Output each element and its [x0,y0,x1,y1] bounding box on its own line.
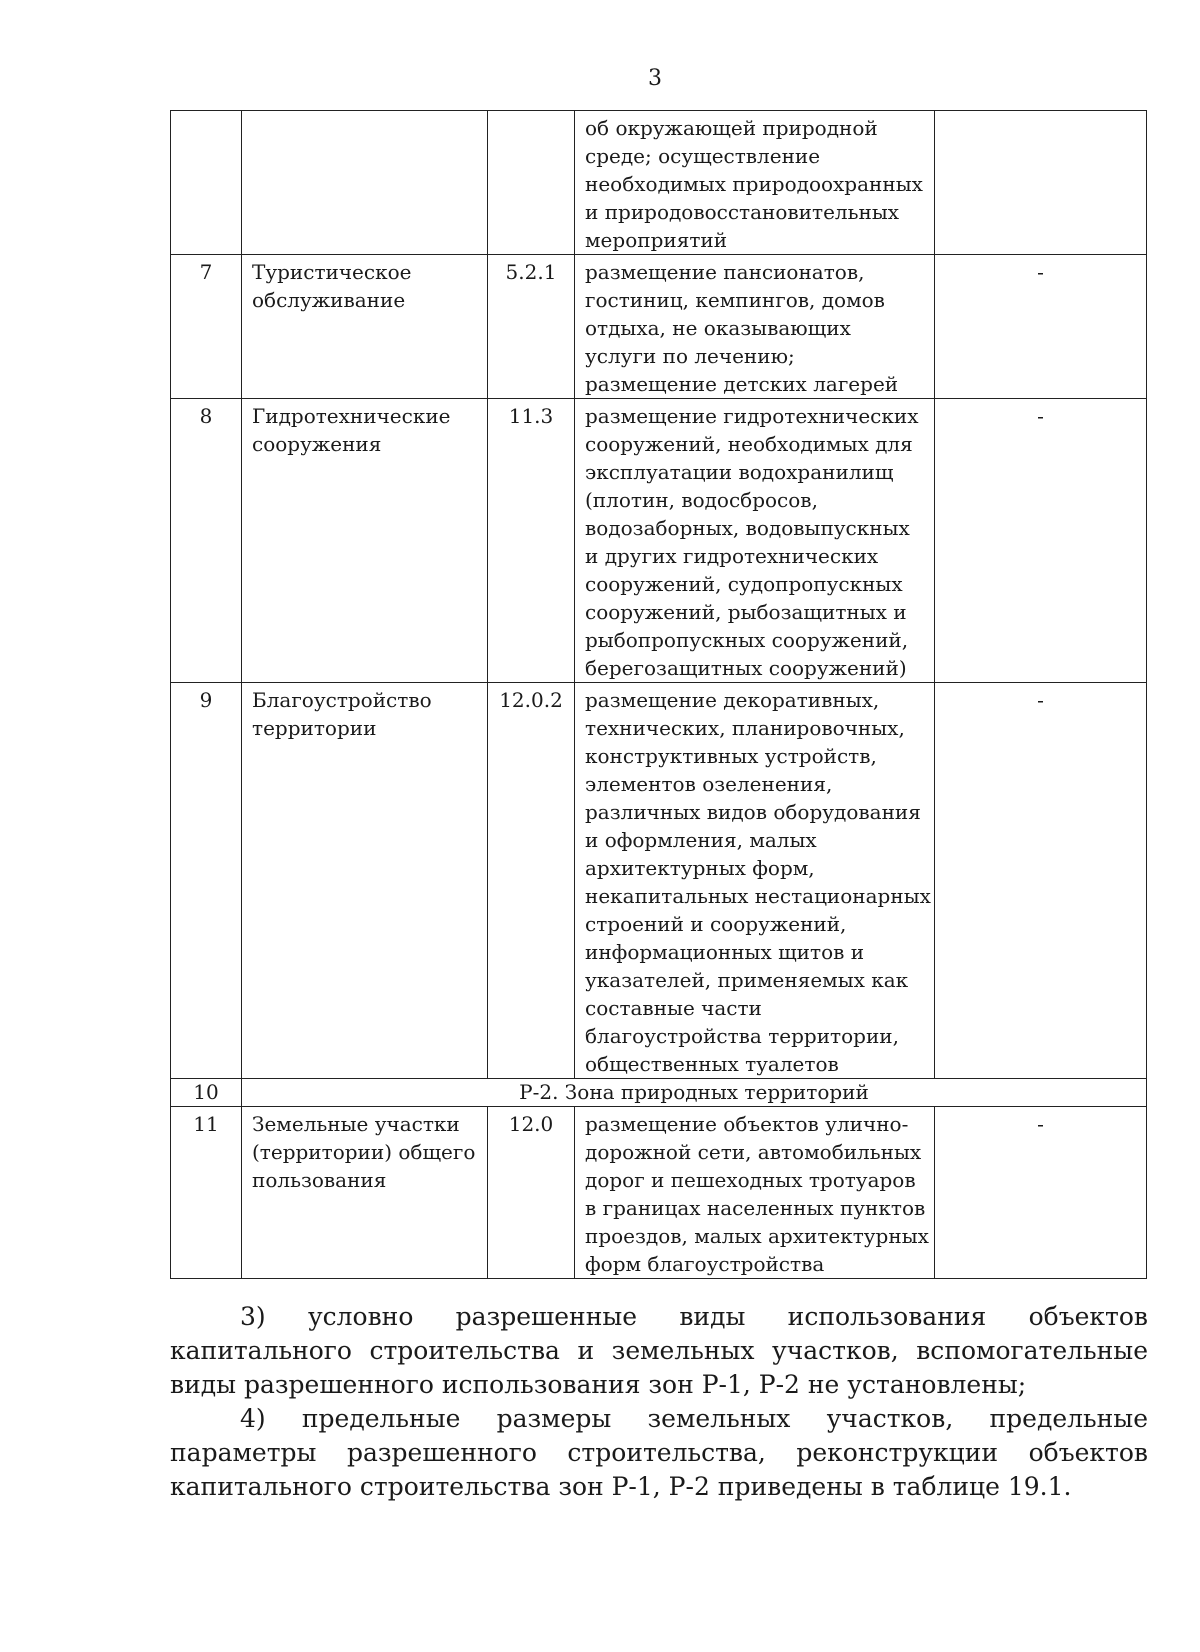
use-code: 5.2.1 [488,255,575,399]
page-number: 3 [648,66,662,91]
description-line: берегозащитных сооружений) [585,656,907,680]
use-name: Благоустройство территории [242,683,488,1079]
row-number: 10 [171,1079,242,1107]
description-line: благоустройства территории, [585,1024,899,1048]
use-code [488,111,575,255]
description-line: водозаборных, водовыпускных [585,516,910,540]
use-code: 12.0 [488,1107,575,1279]
use-code: 11.3 [488,399,575,683]
description-line: элементов озеленения, [585,772,833,796]
use-code: 12.0.2 [488,683,575,1079]
description-line: технических, планировочных, [585,716,905,740]
description-line: размещение объектов улично- [585,1112,909,1136]
description-line: и других гидротехнических [585,544,879,568]
row-number: 11 [171,1107,242,1279]
description-line: проездов, малых архитектурных [585,1224,929,1248]
row-number: 8 [171,399,242,683]
use-name: Гидротехнические сооружения [242,399,488,683]
use-description [575,683,935,1079]
use-description [575,111,935,255]
description-line: сооружений, судопропускных [585,572,903,596]
description-line: размещение пансионатов, [585,260,865,284]
description-line: об окружающей природной [585,116,878,140]
table-row [171,255,1147,399]
description-line: эксплуатации водохранилищ [585,460,894,484]
description-line: размещение гидротехнических [585,404,919,428]
description-line: рыбопропускных сооружений, [585,628,909,652]
description-line: гостиниц, кемпингов, домов [585,288,885,312]
description-line: некапитальных нестационарных [585,884,931,908]
description-line: мероприятий [585,228,728,252]
use-name [242,111,488,255]
use-name: Земельные участки (территории) общего пользования [242,1107,488,1279]
row-number: 9 [171,683,242,1079]
description-line: конструктивных устройств, [585,744,877,768]
description-line: дорожной сети, автомобильных [585,1140,922,1164]
description-line: указателей, применяемых как [585,968,909,992]
description-line: отдыха, не оказывающих [585,316,851,340]
description-line: размещение детских лагерей [585,372,899,396]
description-line: сооружений, необходимых для [585,432,913,456]
description-line: в границах населенных пунктов [585,1196,926,1220]
land-use-table [170,110,1147,1279]
table-row [171,1107,1147,1279]
description-line: и природовосстановительных [585,200,900,224]
description-line: и оформления, малых [585,828,817,852]
table-row [171,683,1147,1079]
paragraph: 4) предельные размеры земельных участков, предельные параметры разрешенного строительства, реконструкции объектов капитального строительства зон Р-1, Р-2 приведены в таблице 19.1. [170,1404,1148,1501]
use-description [575,1107,935,1279]
description-line: составные части [585,996,762,1020]
use-description [575,255,935,399]
use-limits: - [935,683,1147,1079]
use-description [575,399,935,683]
zone-row [171,1079,1147,1107]
use-limits: - [935,399,1147,683]
description-line: необходимых природоохранных [585,172,923,196]
table-row [171,111,1147,255]
table-row [171,399,1147,683]
description-line: форм благоустройства [585,1252,825,1276]
description-line: строений и сооружений, [585,912,847,936]
description-line: информационных щитов и [585,940,865,964]
use-name: Туристическое обслуживание [242,255,488,399]
description-line: среде; осуществление [585,144,821,168]
row-number [171,111,242,255]
paragraph: 3) условно разрешенные виды использования объектов капитального строительства и земельных участков, вспомогательные виды разрешенного использования зон Р-1, Р-2 не установлены; [170,1302,1148,1399]
use-limits: - [935,255,1147,399]
description-line: услуги по лечению; [585,344,795,368]
description-line: общественных туалетов [585,1052,839,1076]
description-line: архитектурных форм, [585,856,815,880]
description-line: (плотин, водосбросов, [585,488,818,512]
description-line: различных видов оборудования [585,800,921,824]
description-line: сооружений, рыбозащитных и [585,600,907,624]
row-number: 7 [171,255,242,399]
use-limits [935,111,1147,255]
body-text [170,1300,1148,1504]
description-line: дорог и пешеходных тротуаров [585,1168,916,1192]
zone-heading: Р-2. Зона природных территорий [242,1079,1147,1107]
use-limits: - [935,1107,1147,1279]
description-line: размещение декоративных, [585,688,880,712]
